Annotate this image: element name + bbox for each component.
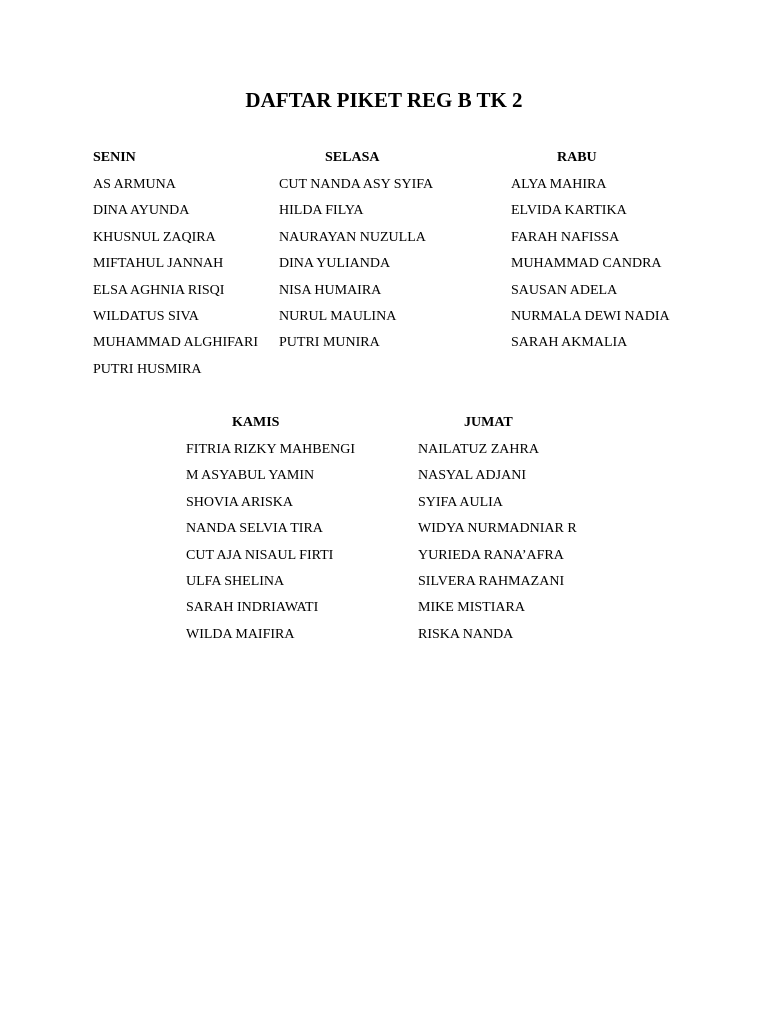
- list-item: ULFA SHELINA: [186, 573, 285, 589]
- list-item: RISKA NANDA: [418, 626, 514, 642]
- list-item: SYIFA AULIA: [418, 494, 503, 510]
- list-item: MIKE MISTIARA: [418, 600, 525, 616]
- list-item: ALYA MAHIRA: [511, 177, 607, 192]
- list-item: DINA YULIANDA: [279, 256, 391, 272]
- list-item: PUTRI MUNIRA: [279, 335, 380, 351]
- list-item: FITRIA RIZKY MAHBENGI: [186, 442, 356, 457]
- list-item: SHOVIA ARISKA: [186, 494, 293, 510]
- page-title: DAFTAR PIKET REG B TK 2: [245, 88, 523, 112]
- list-item: WIDYA NURMADNIAR R: [418, 521, 577, 537]
- list-item: HILDA FILYA: [279, 203, 364, 219]
- list-item: WILDA MAIFIRA: [186, 626, 295, 642]
- list-item: NAILATUZ ZAHRA: [418, 442, 539, 457]
- day-column-senin: [93, 149, 273, 387]
- list-item: AS ARMUNA: [93, 177, 176, 192]
- name-list-kamis: [186, 441, 386, 652]
- day-header-rabu: RABU: [557, 150, 597, 165]
- day-column-rabu: [511, 149, 691, 361]
- day-header-senin: SENIN: [93, 150, 136, 165]
- name-list-senin: [93, 176, 273, 387]
- list-item: WILDATUS SIVA: [93, 308, 199, 324]
- list-item: SARAH INDRIAWATI: [186, 600, 319, 616]
- list-item: MIFTAHUL JANNAH: [93, 256, 224, 272]
- list-item: NISA HUMAIRA: [279, 282, 382, 298]
- day-column-kamis: [186, 414, 386, 652]
- day-column-jumat: [418, 414, 618, 652]
- list-item: NAURAYAN NUZULLA: [279, 229, 426, 245]
- list-item: ELSA AGHNIA RISQI: [93, 282, 225, 298]
- list-item: CUT NANDA ASY SYIFA: [279, 177, 434, 192]
- name-list-rabu: [511, 176, 691, 361]
- list-item: CUT AJA NISAUL FIRTI: [186, 547, 334, 563]
- list-item: YURIEDA RANA’AFRA: [418, 547, 564, 563]
- name-list-jumat: [418, 441, 618, 652]
- day-column-selasa: [279, 149, 459, 361]
- list-item: NURMALA DEWI NADIA: [511, 308, 670, 324]
- name-list-selasa: [279, 176, 459, 361]
- list-item: DINA AYUNDA: [93, 203, 190, 219]
- day-header-selasa: SELASA: [325, 150, 380, 165]
- day-header-jumat: JUMAT: [464, 415, 513, 430]
- list-item: SARAH AKMALIA: [511, 335, 628, 351]
- list-item: NURUL MAULINA: [279, 308, 397, 324]
- list-item: MUHAMMAD CANDRA: [511, 256, 662, 272]
- list-item: FARAH NAFISSA: [511, 229, 620, 245]
- list-item: SAUSAN ADELA: [511, 282, 618, 298]
- list-item: M ASYABUL YAMIN: [186, 468, 315, 484]
- list-item: KHUSNUL ZAQIRA: [93, 229, 216, 245]
- list-item: MUHAMMAD ALGHIFARI: [93, 335, 259, 351]
- list-item: SILVERA RAHMAZANI: [418, 573, 565, 589]
- list-item: ELVIDA KARTIKA: [511, 203, 627, 219]
- list-item: NANDA SELVIA TIRA: [186, 521, 323, 537]
- list-item: PUTRI HUSMIRA: [93, 361, 202, 377]
- list-item: NASYAL ADJANI: [418, 468, 526, 484]
- day-header-kamis: KAMIS: [232, 415, 280, 430]
